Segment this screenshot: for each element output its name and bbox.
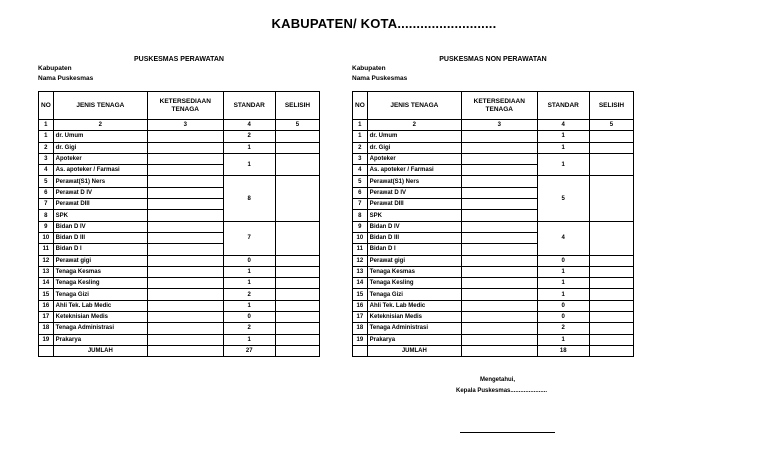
- row-no: 4: [39, 165, 54, 176]
- row-no: 8: [39, 210, 54, 221]
- table-row: [39, 312, 320, 323]
- row-jenis-tenaga: Keteknisian Medis: [367, 312, 461, 323]
- row-selisih: [589, 176, 633, 221]
- total-row: [353, 345, 634, 356]
- row-standar: 1: [223, 153, 275, 176]
- row-ketersediaan: [462, 165, 537, 176]
- row-jenis-tenaga: Tenaga Administrasi: [53, 323, 147, 334]
- row-ketersediaan: [462, 266, 537, 277]
- row-jenis-tenaga: dr. Gigi: [367, 142, 461, 153]
- row-no: 15: [353, 289, 368, 300]
- header-standar: STANDAR: [223, 92, 275, 120]
- row-ketersediaan: [462, 289, 537, 300]
- column-index: 1: [39, 120, 54, 131]
- header-jenis-tenaga: JENIS TENAGA: [53, 92, 147, 120]
- panel-heading: PUSKESMAS NON PERAWATAN: [439, 56, 547, 63]
- row-jenis-tenaga: Perawat gigi: [53, 255, 147, 266]
- row-no: 16: [39, 300, 54, 311]
- row-no: 12: [39, 255, 54, 266]
- row-ketersediaan: [148, 153, 223, 164]
- row-no: 15: [39, 289, 54, 300]
- row-no: 7: [39, 199, 54, 210]
- total-row: [39, 345, 320, 356]
- row-no: 14: [353, 278, 368, 289]
- row-ketersediaan: [148, 312, 223, 323]
- row-no: 18: [353, 323, 368, 334]
- table-row: [353, 176, 634, 187]
- row-standar: 4: [537, 221, 589, 255]
- header-ketersediaan: KETERSEDIAAN TENAGA: [462, 92, 537, 120]
- row-ketersediaan: [148, 334, 223, 345]
- staff-table: [38, 91, 320, 357]
- row-no: 1: [39, 131, 54, 142]
- row-no: 17: [353, 312, 368, 323]
- table-row: [39, 176, 320, 187]
- row-ketersediaan: [462, 153, 537, 164]
- row-selisih: [275, 255, 319, 266]
- column-index: 1: [353, 120, 368, 131]
- row-selisih: [589, 142, 633, 153]
- row-ketersediaan: [462, 300, 537, 311]
- table-row: [353, 266, 634, 277]
- row-jenis-tenaga: Prakarya: [367, 334, 461, 345]
- row-no: 18: [39, 323, 54, 334]
- row-no: 12: [353, 255, 368, 266]
- header-selisih: SELISIH: [589, 92, 633, 120]
- row-jenis-tenaga: Bidan D III: [53, 232, 147, 243]
- column-index-row: [353, 120, 634, 131]
- row-selisih: [589, 131, 633, 142]
- row-standar: 1: [537, 142, 589, 153]
- row-no: 3: [353, 153, 368, 164]
- table-row: [353, 334, 634, 345]
- panel-non-perawatan: [352, 55, 634, 357]
- column-index: 3: [148, 120, 223, 131]
- header-ketersediaan: KETERSEDIAAN TENAGA: [148, 92, 223, 120]
- row-no: 16: [353, 300, 368, 311]
- page-title: KABUPATEN/ KOTA..........................: [271, 16, 497, 31]
- row-standar: 0: [537, 312, 589, 323]
- table-row: [39, 142, 320, 153]
- kepala-puskesmas-text: Kepala Puskesmas......................: [456, 388, 548, 394]
- row-no: 19: [39, 334, 54, 345]
- header-no: NO: [353, 92, 368, 120]
- row-selisih: [589, 323, 633, 334]
- row-selisih: [275, 278, 319, 289]
- row-no: 4: [353, 165, 368, 176]
- row-selisih: [589, 289, 633, 300]
- row-selisih: [589, 221, 633, 255]
- row-jenis-tenaga: Bidan D IV: [367, 221, 461, 232]
- table-row: [353, 255, 634, 266]
- row-jenis-tenaga: Perawat D IV: [367, 187, 461, 198]
- row-no: 10: [353, 232, 368, 243]
- row-ketersediaan: [462, 255, 537, 266]
- row-no: 11: [39, 244, 54, 255]
- row-selisih: [589, 312, 633, 323]
- row-selisih: [589, 255, 633, 266]
- row-ketersediaan: [462, 187, 537, 198]
- row-no: 6: [353, 187, 368, 198]
- row-no: 5: [39, 176, 54, 187]
- total-selisih: [589, 345, 633, 356]
- row-standar: 0: [223, 312, 275, 323]
- row-no: 3: [39, 153, 54, 164]
- row-selisih: [589, 300, 633, 311]
- row-ketersediaan: [462, 278, 537, 289]
- row-ketersediaan: [462, 312, 537, 323]
- row-jenis-tenaga: Perawat D IV: [53, 187, 147, 198]
- kabupaten-label: Kabupaten: [38, 65, 72, 72]
- staff-table: [352, 91, 634, 357]
- row-ketersediaan: [148, 244, 223, 255]
- row-selisih: [275, 300, 319, 311]
- nama-puskesmas-label: Nama Puskesmas: [352, 75, 408, 82]
- row-jenis-tenaga: Perawat(S1) Ners: [53, 176, 147, 187]
- row-selisih: [589, 266, 633, 277]
- header-standar: STANDAR: [537, 92, 589, 120]
- row-selisih: [589, 334, 633, 345]
- row-no: 14: [39, 278, 54, 289]
- row-selisih: [589, 153, 633, 176]
- total-standar: 27: [223, 345, 275, 356]
- row-ketersediaan: [148, 210, 223, 221]
- row-jenis-tenaga: Tenaga Gizi: [53, 289, 147, 300]
- row-ketersediaan: [462, 142, 537, 153]
- total-label: JUMLAH: [53, 345, 147, 356]
- row-ketersediaan: [462, 199, 537, 210]
- row-ketersediaan: [148, 176, 223, 187]
- row-standar: 0: [537, 255, 589, 266]
- nama-puskesmas-label: Nama Puskesmas: [38, 75, 94, 82]
- table-row: [353, 323, 634, 334]
- row-ketersediaan: [148, 187, 223, 198]
- row-standar: 2: [223, 323, 275, 334]
- table-row: [39, 153, 320, 164]
- table-row: [39, 334, 320, 345]
- row-selisih: [275, 221, 319, 255]
- table-row: [353, 221, 634, 232]
- row-standar: 5: [537, 176, 589, 221]
- row-no: 8: [353, 210, 368, 221]
- signature-line: [460, 432, 555, 433]
- row-ketersediaan: [462, 221, 537, 232]
- table-row: [39, 278, 320, 289]
- row-ketersediaan: [148, 278, 223, 289]
- row-jenis-tenaga: Tenaga Kesmas: [367, 266, 461, 277]
- panel-perawatan: [38, 55, 320, 357]
- row-selisih: [275, 266, 319, 277]
- row-no: 19: [353, 334, 368, 345]
- row-standar: 1: [537, 289, 589, 300]
- row-jenis-tenaga: Perawat(S1) Ners: [367, 176, 461, 187]
- row-jenis-tenaga: Perawat DIII: [367, 199, 461, 210]
- row-jenis-tenaga: Tenaga Gizi: [367, 289, 461, 300]
- total-selisih: [275, 345, 319, 356]
- row-standar: 1: [537, 266, 589, 277]
- row-ketersediaan: [462, 334, 537, 345]
- row-ketersediaan: [148, 221, 223, 232]
- row-standar: 2: [537, 323, 589, 334]
- table-row: [353, 153, 634, 164]
- row-selisih: [275, 334, 319, 345]
- row-selisih: [275, 323, 319, 334]
- table-row: [39, 300, 320, 311]
- row-standar: 0: [223, 255, 275, 266]
- row-jenis-tenaga: Prakarya: [53, 334, 147, 345]
- table-row: [353, 278, 634, 289]
- row-jenis-tenaga: As. apoteker / Farmasi: [53, 165, 147, 176]
- row-no: 7: [353, 199, 368, 210]
- column-index-row: [39, 120, 320, 131]
- header-no: NO: [39, 92, 54, 120]
- table-row: [39, 131, 320, 142]
- row-jenis-tenaga: Bidan D III: [367, 232, 461, 243]
- row-no: 1: [353, 131, 368, 142]
- row-jenis-tenaga: Tenaga Administrasi: [367, 323, 461, 334]
- row-selisih: [275, 153, 319, 176]
- row-selisih: [275, 142, 319, 153]
- row-jenis-tenaga: Tenaga Kesling: [53, 278, 147, 289]
- row-standar: 1: [223, 278, 275, 289]
- row-standar: 1: [223, 142, 275, 153]
- row-jenis-tenaga: Keteknisian Medis: [53, 312, 147, 323]
- table-row: [39, 289, 320, 300]
- row-standar: 0: [537, 300, 589, 311]
- row-no: 6: [39, 187, 54, 198]
- row-jenis-tenaga: Tenaga Kesmas: [53, 266, 147, 277]
- table-row: [353, 289, 634, 300]
- row-selisih: [275, 289, 319, 300]
- table-row: [39, 266, 320, 277]
- row-jenis-tenaga: Tenaga Kesling: [367, 278, 461, 289]
- row-ketersediaan: [148, 232, 223, 243]
- row-jenis-tenaga: Bidan D I: [53, 244, 147, 255]
- row-standar: 1: [223, 266, 275, 277]
- total-ketersediaan: [462, 345, 537, 356]
- row-ketersediaan: [462, 323, 537, 334]
- row-standar: 1: [223, 334, 275, 345]
- total-label: JUMLAH: [367, 345, 461, 356]
- row-ketersediaan: [148, 300, 223, 311]
- row-no: 2: [353, 142, 368, 153]
- row-jenis-tenaga: dr. Umum: [367, 131, 461, 142]
- row-ketersediaan: [462, 176, 537, 187]
- row-ketersediaan: [148, 323, 223, 334]
- row-no: 13: [353, 266, 368, 277]
- panel-heading: PUSKESMAS PERAWATAN: [134, 56, 224, 63]
- header-selisih: SELISIH: [275, 92, 319, 120]
- column-index: 3: [462, 120, 537, 131]
- row-standar: 1: [537, 131, 589, 142]
- row-jenis-tenaga: As. apoteker / Farmasi: [367, 165, 461, 176]
- table-row: [39, 255, 320, 266]
- row-no: 9: [353, 221, 368, 232]
- row-jenis-tenaga: SPK: [367, 210, 461, 221]
- column-index: 5: [589, 120, 633, 131]
- row-standar: 1: [223, 300, 275, 311]
- table-row: [39, 323, 320, 334]
- row-standar: 1: [537, 334, 589, 345]
- table-row: [353, 131, 634, 142]
- row-jenis-tenaga: SPK: [53, 210, 147, 221]
- row-ketersediaan: [462, 210, 537, 221]
- row-ketersediaan: [462, 232, 537, 243]
- row-ketersediaan: [148, 266, 223, 277]
- total-no: [353, 345, 368, 356]
- table-row: [353, 312, 634, 323]
- row-no: 17: [39, 312, 54, 323]
- row-no: 13: [39, 266, 54, 277]
- column-index: 2: [53, 120, 147, 131]
- row-jenis-tenaga: Apoteker: [53, 153, 147, 164]
- column-index: 2: [367, 120, 461, 131]
- row-ketersediaan: [462, 131, 537, 142]
- row-selisih: [275, 131, 319, 142]
- row-ketersediaan: [148, 131, 223, 142]
- row-jenis-tenaga: dr. Umum: [53, 131, 147, 142]
- row-selisih: [275, 176, 319, 221]
- row-standar: 7: [223, 221, 275, 255]
- column-index: 4: [537, 120, 589, 131]
- row-ketersediaan: [148, 165, 223, 176]
- row-ketersediaan: [148, 289, 223, 300]
- row-ketersediaan: [462, 244, 537, 255]
- row-no: 2: [39, 142, 54, 153]
- signature-block: [456, 377, 547, 394]
- row-jenis-tenaga: dr. Gigi: [53, 142, 147, 153]
- row-jenis-tenaga: Bidan D IV: [53, 221, 147, 232]
- row-selisih: [275, 312, 319, 323]
- column-index: 4: [223, 120, 275, 131]
- row-jenis-tenaga: Apoteker: [367, 153, 461, 164]
- column-index: 5: [275, 120, 319, 131]
- header-jenis-tenaga: JENIS TENAGA: [367, 92, 461, 120]
- row-jenis-tenaga: Ahli Tek. Lab Medic: [367, 300, 461, 311]
- row-ketersediaan: [148, 199, 223, 210]
- row-standar: 2: [223, 289, 275, 300]
- row-jenis-tenaga: Bidan D I: [367, 244, 461, 255]
- kabupaten-label: Kabupaten: [352, 65, 386, 72]
- table-row: [39, 221, 320, 232]
- total-ketersediaan: [148, 345, 223, 356]
- row-selisih: [589, 278, 633, 289]
- row-no: 5: [353, 176, 368, 187]
- row-ketersediaan: [148, 142, 223, 153]
- table-row: [353, 300, 634, 311]
- row-standar: 1: [537, 153, 589, 176]
- row-standar: 1: [537, 278, 589, 289]
- total-no: [39, 345, 54, 356]
- table-row: [353, 142, 634, 153]
- row-standar: 2: [223, 131, 275, 142]
- row-no: 11: [353, 244, 368, 255]
- total-standar: 18: [537, 345, 589, 356]
- row-no: 10: [39, 232, 54, 243]
- row-ketersediaan: [148, 255, 223, 266]
- mengetahui-text: Mengetahui,: [480, 377, 516, 383]
- row-jenis-tenaga: Perawat gigi: [367, 255, 461, 266]
- row-no: 9: [39, 221, 54, 232]
- row-jenis-tenaga: Perawat DIII: [53, 199, 147, 210]
- row-jenis-tenaga: Ahli Tek. Lab Medic: [53, 300, 147, 311]
- row-standar: 8: [223, 176, 275, 221]
